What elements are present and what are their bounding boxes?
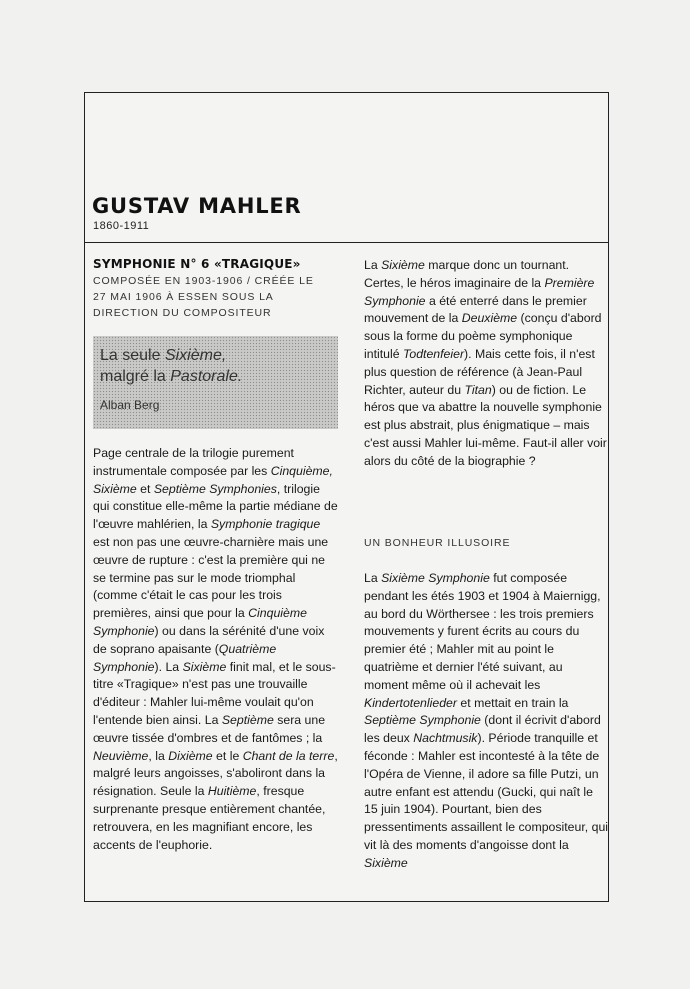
quote-line1-b: Sixième,: [164, 347, 227, 364]
text-run: finit mal, et le sous-titre «Tragique» n'est pas une trouvaille d'éditeur : Mahler lui-même voulait qu'on l'entende bien ainsi. La: [93, 659, 336, 727]
composer-header: [85, 93, 608, 243]
left-column: [93, 257, 338, 852]
work-info-line: DIRECTION DU COMPOSITEUR: [93, 307, 272, 319]
italic-run: Septième Symphonies: [153, 481, 277, 496]
italic-run: Première Symphonie: [364, 275, 595, 308]
program-frame: [84, 92, 609, 902]
italic-run: Sixième: [364, 855, 408, 870]
italic-run: Septième Symphonie: [364, 713, 481, 728]
text-run: , fresque surprenante presque entièrement chantée, retrouvera, en les magnifiant encore, les accents de l'euphorie.: [93, 784, 326, 852]
text-run: ). Période tranquille et féconde : Mahler est incontesté à la tête de l'Opéra de Vienne, il adore sa fille Putzi, un autre enfant est attendu (Gucki, qui naît le 15 juin 1904). Pourtant, bien des pressentiments assaillent le compositeur, qui vit là des moments d'angoisse dont la: [364, 731, 609, 852]
quote-line1-a: La seule: [100, 347, 165, 364]
italic-run: Symphonie tragique: [210, 517, 321, 532]
quote-line2-b: Pastorale.: [170, 368, 243, 385]
right-paragraph-1: [364, 257, 609, 471]
text-run: ) ou dans la sérénité d'une voix de soprano apaisante (: [93, 623, 325, 656]
italic-run: Sixième: [182, 659, 227, 674]
italic-run: Quatrième Symphonie: [93, 641, 277, 674]
work-info: [93, 273, 338, 321]
italic-run: Sixième: [381, 258, 425, 272]
text-run: a été enterré dans le premier mouvement de la: [364, 293, 587, 326]
composer-name: GUSTAV MAHLER: [92, 194, 302, 218]
quote-line2-a: malgré la: [100, 368, 171, 385]
italic-run: Todtenfeier: [402, 346, 465, 361]
italic-run: Cinquième, Sixième: [93, 463, 333, 496]
text-run: et mettait en train la: [456, 695, 569, 710]
italic-run: Septième: [221, 712, 274, 727]
text-run: La: [364, 571, 382, 585]
quote-author: Alban Berg: [100, 398, 160, 412]
text-run: marque donc un tournant. Certes, le héros imaginaire de la: [364, 258, 570, 290]
work-title: SYMPHONIE N° 6 «TRAGIQUE»: [93, 257, 301, 271]
italic-run: Cinquième Symphonie: [93, 606, 307, 638]
section-heading: UN BONHEUR ILLUSOIRE: [364, 537, 511, 549]
italic-run: Nachtmusik: [413, 731, 478, 746]
quote-text: [100, 345, 242, 387]
text-run: (conçu d'abord sous la forme du poème symphonique intitulé: [364, 311, 602, 361]
right-paragraph-2: [364, 570, 609, 873]
text-run: La: [364, 258, 382, 272]
text-run: et le: [212, 748, 243, 763]
text-run: sera une œuvre tissée d'ombres et de fantômes ; la: [93, 712, 326, 745]
text-run: est non pas une œuvre-charnière mais une œuvre de rupture : c'est la première qui ne se termine pas sur le mode triomphal (comme c'était le cas pour les trois premières, ainsi que pour la: [93, 534, 329, 621]
text-run: fut composée pendant les étés 1903 et 1904 à Maiernigg, au bord du Wörthersee : les trois premiers mouvements y furent écrits au cours du premier été ; Mahler mit au point le quatrième et dernier l'été suivant, au moment même où il achevait les: [364, 571, 601, 692]
text-run: ) ou de fiction. Le héros que va abattre la nouvelle symphonie est plus abstrait, plus énigmatique – mais c'est aussi Mahler lui-même. Faut-il aller voir alors du côté de la biographie ?: [364, 382, 607, 468]
italic-run: Chant de la terre: [242, 748, 335, 763]
text-run: ). Mais cette fois, il n'est plus question de référence (à Jean-Paul Richter, auteur du: [364, 346, 595, 397]
text-run: Page centrale de la trilogie purement instrumentale composée par les: [93, 446, 294, 478]
text-run: ). La: [154, 659, 183, 674]
italic-run: Deuxième: [461, 311, 518, 326]
italic-run: Huitième: [207, 784, 257, 799]
text-run: et: [136, 481, 154, 496]
italic-run: Neuvième: [93, 748, 149, 763]
italic-run: Sixième Symphonie: [381, 571, 490, 585]
italic-run: Titan: [464, 382, 492, 397]
italic-run: Dixième: [168, 748, 213, 763]
composer-dates: 1860-1911: [93, 220, 150, 232]
text-run: , la: [148, 748, 169, 763]
quote-box: [93, 336, 338, 429]
work-info-line: COMPOSÉE EN 1903-1906 / CRÉÉE LE: [93, 275, 314, 287]
italic-run: Kindertotenlieder: [364, 695, 457, 710]
work-info-line: 27 MAI 1906 À ESSEN SOUS LA: [93, 291, 274, 303]
text-run: , malgré leurs angoisses, s'aboliront dans la résignation. Seule la: [93, 748, 338, 799]
text-run: , trilogie qui constitue elle-même la partie médiane de l'œuvre mahlérien, la: [93, 481, 338, 532]
left-paragraph: [93, 445, 338, 854]
text-run: (dont il écrivit d'abord les deux: [364, 713, 601, 746]
